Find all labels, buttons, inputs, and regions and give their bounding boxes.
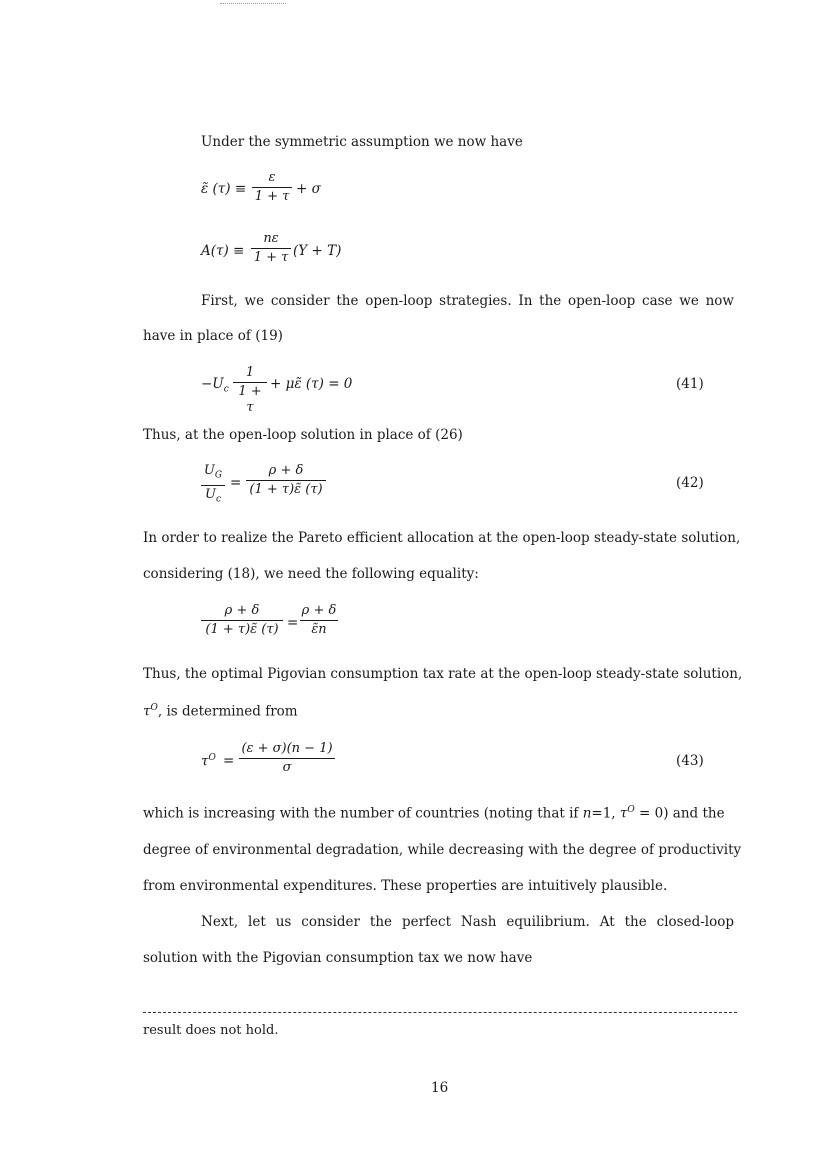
equation-number: (41) (676, 376, 704, 392)
page-number: 16 (431, 1080, 449, 1096)
footnote-rule (143, 1012, 737, 1013)
paragraph-pareto-cont: considering (18), we need the following equality: (143, 566, 479, 582)
fraction: ρ + δ ε̃n (301, 603, 337, 637)
equation-number: (43) (676, 753, 704, 769)
fraction: nε 1 + τ (251, 231, 291, 266)
paragraph-nash: Next, let us consider the perfect Nash equilibrium. At the closed-loop (201, 914, 734, 930)
paragraph-open-loop-cont: have in place of (19) (143, 328, 283, 344)
top-scan-artifact (220, 3, 286, 4)
paragraph-properties-cont2: from environmental expenditures. These properties are intuitively plausible. (143, 878, 668, 894)
paragraph-properties: which is increasing with the number of countries (noting that if n=1, $\tau^O = 0$) and the (143, 805, 725, 822)
fraction: 1 1 + τ (233, 365, 267, 416)
paragraph-pareto: In order to realize the Pareto efficient allocation at the open-loop steady-state solution, (143, 530, 741, 546)
paragraph-nash-cont: solution with the Pigovian consumption tax we now have (143, 950, 533, 966)
footnote: result does not hold. (143, 1023, 279, 1038)
paragraph-optimal-tax-cont: $\tau^O$, is determined from (143, 703, 298, 720)
fraction: ε 1 + τ (252, 170, 292, 205)
fraction-lhs: $U_G$ $U_c$ (201, 463, 225, 507)
paragraph-properties-cont1: degree of environmental degradation, while decreasing with the degree of productivity (143, 842, 742, 858)
paragraph-open-loop: First, we consider the open-loop strategies. In the open-loop case we now (201, 293, 734, 309)
paragraph-optimal-tax: Thus, the optimal Pigovian consumption tax rate at the open-loop steady-state solution, (143, 666, 743, 682)
paragraph-intro: Under the symmetric assumption we now have (201, 134, 523, 150)
fraction: ρ + δ (1 + τ)ε̃ (τ) (246, 463, 326, 498)
equation-number: (42) (676, 475, 704, 491)
fraction: (ε + σ)(n − 1) σ (239, 741, 335, 776)
paragraph-open-loop-solution: Thus, at the open-loop solution in place of (26) (143, 427, 463, 443)
fraction-lhs: ρ + δ (1 + τ)ε̃ (τ) (201, 603, 283, 638)
